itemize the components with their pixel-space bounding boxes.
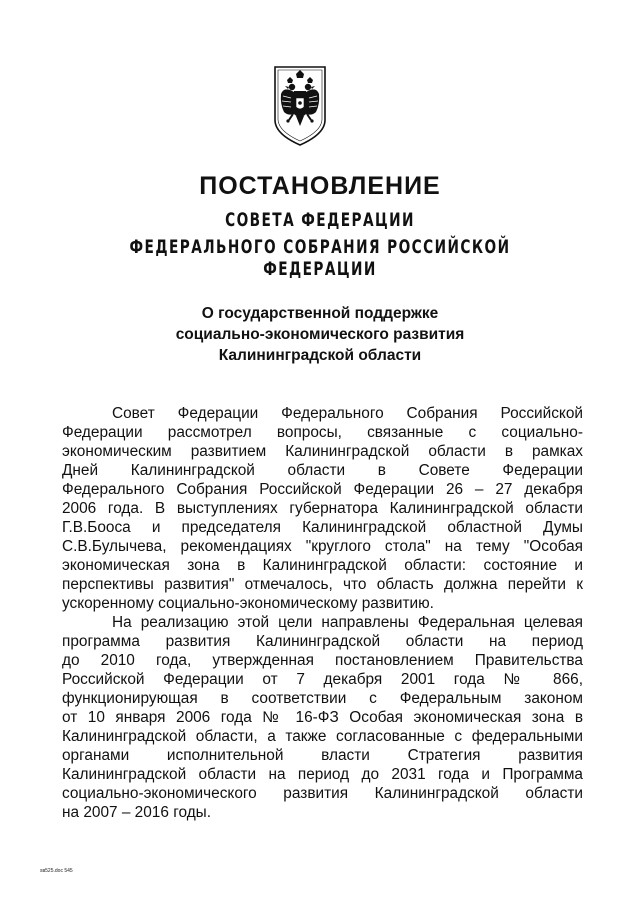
body-line: ускоренному социально-экономическому развитию. — [62, 595, 434, 612]
body-line: органами исполнительной власти Стратегия развития — [62, 747, 583, 764]
body-line: Федерации рассмотрел вопросы, связанные с социально- — [62, 424, 583, 441]
body-line: функционирующая в соответствии с Федеральным законом — [62, 690, 583, 707]
body-line: Калининградской области на период до 2031 года и Программа — [62, 766, 583, 783]
body-line: экономическим развитием Калининградской области в рамках — [62, 443, 583, 460]
body-line: 2006 года. В выступлениях губернатора Калининградской области — [62, 500, 583, 517]
body-line: С.В.Булычева, рекомендациях "круглого стола" на тему "Особая — [62, 538, 583, 555]
document-body — [62, 404, 583, 822]
body-line: экономическая зона в Калининградской области: состояние и — [62, 557, 583, 574]
body-line: Федерального Собрания Российской Федерации 26 – 27 декабря — [62, 481, 583, 498]
body-line: На реализацию этой цели направлены Федеральная целевая — [112, 614, 583, 631]
document-title: ПОСТАНОВЛЕНИЕ — [199, 172, 441, 200]
body-line: на 2007 – 2016 годы. — [62, 804, 212, 821]
body-line: Совет Федерации Федерального Собрания Российской — [112, 405, 583, 422]
body-line: от 10 января 2006 года № 16-ФЗ Особая экономическая зона в — [62, 709, 583, 726]
body-line: Калининградской области, а также согласованные с федеральными — [62, 728, 583, 745]
issuer-line-1: СОВЕТА ФЕДЕРАЦИИ — [225, 209, 415, 231]
subject-line: социально-экономического развития — [175, 326, 465, 343]
body-line: программа развития Калининградской области на период — [62, 633, 583, 650]
document-subject — [0, 303, 640, 366]
subject-line: Калининградской области — [218, 347, 422, 364]
russian-coat-of-arms-icon — [272, 64, 328, 148]
issuer-line-2: ФЕДЕРАЛЬНОГО СОБРАНИЯ РОССИЙСКОЙ ФЕДЕРАЦИИ — [129, 236, 511, 280]
body-line: Российской Федерации от 7 декабря 2001 года № 866, — [62, 671, 583, 688]
subject-line: О государственной поддержке — [201, 305, 439, 322]
document-code: sв525.doc 545 — [40, 868, 73, 874]
body-line: Дней Калининградской области в Совете Федерации — [62, 462, 583, 479]
body-line: социально-экономического развития Калининградской области — [62, 785, 583, 802]
body-line: до 2010 года, утвержденная постановлением Правительства — [62, 652, 583, 669]
body-line: Г.В.Бооса и председателя Калининградской областной Думы — [62, 519, 583, 536]
body-line: перспективы развития" отмечалось, что область должна перейти к — [62, 576, 583, 593]
